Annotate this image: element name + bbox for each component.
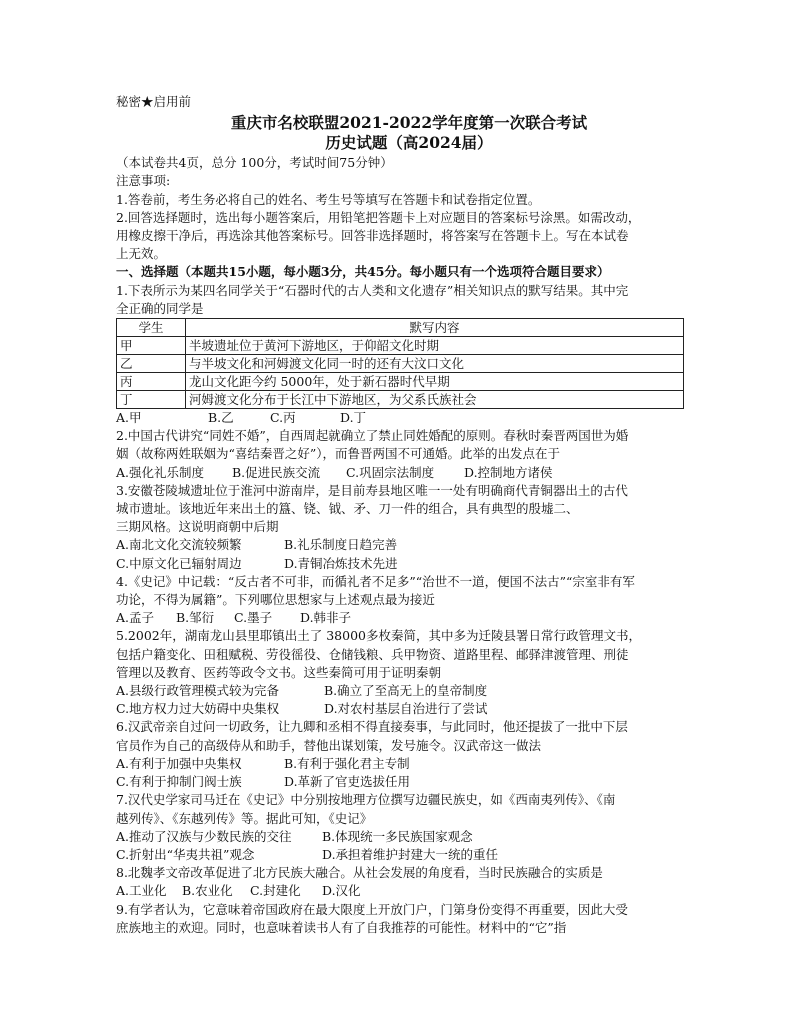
q1-table — [116, 318, 684, 409]
table-header-row — [117, 319, 684, 337]
q3-options — [116, 555, 702, 573]
q3-options — [116, 536, 702, 554]
option: A.孟子 — [116, 610, 155, 626]
option: C.地方权力过大妨碍中央集权 — [116, 701, 280, 717]
option: B.邹衍 — [176, 610, 215, 626]
q3-stem: 三期风格。这说明商朝中后期 — [116, 519, 279, 535]
q5-stem: 包括户籍变化、田租赋税、劳役徭役、仓储钱粮、兵甲物资、道路里程、邮驿津渡管理、刑徒 — [116, 646, 629, 662]
option: C.有利于抑制门阀士族 — [116, 774, 242, 790]
option: B.礼乐制度日趋完善 — [284, 537, 398, 553]
q7-options — [116, 846, 702, 864]
option: B.体现统一多民族国家观念 — [322, 828, 473, 844]
option: A.推动了汉族与少数民族的交往 — [116, 828, 292, 844]
q3-stem: 3.安徽苍陵城遗址位于淮河中游南岸，是目前寿县地区唯一一处有明确商代青铜器出土的古代 — [116, 482, 628, 498]
q1-stem: 全正确的同学是 — [116, 300, 204, 316]
note-line: 上无效。 — [116, 246, 167, 262]
secret-label: 秘密★启用前 — [116, 94, 192, 109]
option: A.县级行政管理模式较为完备 — [116, 683, 280, 699]
table-cell: 乙 — [117, 355, 186, 373]
table-row — [117, 337, 684, 355]
table-header: 学生 — [117, 319, 186, 337]
option: C.巩固宗法制度 — [346, 464, 435, 480]
q6-stem: 6.汉武帝亲自过问一切政务，让九卿和丞相不得直接奏事，与此同时，他还提拔了一批中下层 — [116, 719, 628, 735]
table-cell: 丙 — [117, 373, 186, 391]
q8-options — [116, 882, 702, 900]
table-cell: 丁 — [117, 391, 186, 409]
q5-stem: 管理以及教育、医药等政令文书。这些秦简可用于证明秦朝 — [116, 664, 442, 680]
option: C.中原文化已辐射周边 — [116, 555, 242, 571]
q7-stem: 越列传》、《东越列传》等。据此可知，《史记》 — [116, 810, 373, 826]
option: D.对农村基层自治进行了尝试 — [324, 701, 488, 717]
option: D.承担着维护封建大一统的重任 — [322, 846, 499, 862]
q2-stem: 2.中国古代讲究“同姓不婚”，自西周起就确立了禁止同姓婚配的原则。春秋时秦晋两国世为婚 — [116, 428, 629, 444]
option: A.有利于加强中央集权 — [116, 755, 242, 771]
q6-options — [116, 773, 702, 791]
q4-stem: 功论，不得为属籍”。下列哪位思想家与上述观点最为接近 — [116, 592, 435, 608]
option: B.确立了至高无上的皇帝制度 — [324, 683, 488, 699]
q2-options — [116, 464, 702, 482]
q1-options — [116, 409, 702, 427]
option: A.工业化 — [116, 883, 167, 899]
option: A.甲 — [116, 410, 142, 426]
q6-options — [116, 755, 702, 773]
option: B.促进民族交流 — [232, 464, 321, 480]
q9-stem: 9.有学者认为，它意味着帝国政府在最大限度上开放门户，门第身份变得不再重要，因此大受 — [116, 901, 628, 917]
q4-options — [116, 609, 702, 627]
table-header: 默写内容 — [186, 319, 684, 337]
option: A.强化礼乐制度 — [116, 464, 205, 480]
q6-stem: 官员作为自己的高级侍从和助手，替他出谋划策，发号施令。汉武帝这一做法 — [116, 737, 542, 753]
notes-heading: 注意事项: — [116, 173, 171, 189]
table-cell: 与半坡文化和河姆渡文化同一时的还有大汶口文化 — [186, 355, 684, 373]
q5-options — [116, 700, 702, 718]
option: C.封建化 — [250, 883, 301, 899]
q5-options — [116, 682, 702, 700]
option: D.韩非子 — [300, 610, 352, 626]
table-row — [117, 373, 684, 391]
exam-subtitle: 历史试题（高2024届） — [325, 133, 493, 153]
option: C.丙 — [270, 410, 296, 426]
note-line: 用橡皮擦干净后，再选涂其他答案标号。回答非选择题时，将答案写在答题卡上。写在本试卷 — [116, 228, 629, 244]
q9-stem: 庶族地主的欢迎。同时，也意味着读书人有了自我推荐的可能性。材料中的“它”指 — [116, 919, 567, 935]
option: B.乙 — [208, 410, 234, 426]
table-cell: 龙山文化距今约 5000年，处于新石器时代早期 — [186, 373, 684, 391]
table-cell: 河姆渡文化分布于长江中下游地区，为父系氏族社会 — [186, 391, 684, 409]
q8-stem: 8.北魏孝文帝改革促进了北方民族大融合。从社会发展的角度看，当时民族融合的实质是 — [116, 865, 603, 881]
note-line: 1.答卷前，考生务必将自己的姓名、考生号等填写在答题卡和试卷指定位置。 — [116, 191, 541, 207]
q2-stem: 姻（故称两姓联姻为“喜结秦晋之好”），而鲁晋两国不可通婚。此举的出发点在于 — [116, 446, 561, 462]
q7-options — [116, 828, 702, 846]
table-cell: 甲 — [117, 337, 186, 355]
option: D.青铜冶炼技术先进 — [284, 555, 398, 571]
section-heading: 一、选择题（本题共15小题，每小题3分，共45分。每小题只有一个选项符合题目要求） — [116, 264, 610, 280]
note-line: 2.回答选择题时，选出每小题答案后，用铅笔把答题卡上对应题目的答案标号涂黑。如需改动， — [116, 209, 641, 225]
option: B.有利于强化君主专制 — [284, 755, 410, 771]
q4-stem: 4.《史记》中记载：“反古者不可非，而循礼者不足多”“治世不一道，便国不法古”“宗室非有军 — [116, 573, 635, 589]
q5-stem: 5.2002年，湖南龙山县里耶镇出土了 38000多枚秦简，其中多为迁陵县署日常行政管理文书， — [116, 628, 641, 644]
option: A.南北文化交流较频繁 — [116, 537, 242, 553]
exam-title: 重庆市名校联盟2021-2022学年度第一次联合考试 — [230, 113, 588, 133]
q7-stem: 7.汉代史学家司马迁在《史记》中分别按地理方位撰写边疆民族史，如《西南夷列传》、《南 — [116, 792, 616, 808]
q3-stem: 城市遗址。该地近年来出土的簋、铙、钺、矛、刀一件的组合，具有典型的殷墟二、 — [116, 501, 579, 517]
exam-info: （本试卷共4页，总分 100分，考试时间75分钟） — [116, 155, 393, 171]
table-row — [117, 391, 684, 409]
option: D.控制地方诸侯 — [464, 464, 553, 480]
option: B.农业化 — [182, 883, 233, 899]
option: D.革新了官吏选拔任用 — [284, 774, 411, 790]
table-row — [117, 355, 684, 373]
table-cell: 半坡遗址位于黄河下游地区，于仰韶文化时期 — [186, 337, 684, 355]
option: C.墨子 — [234, 610, 273, 626]
option: D.丁 — [340, 410, 367, 426]
q1-stem: 1.下表所示为某四名同学关于“石器时代的古人类和文化遗存”相关知识点的默写结果。其中完 — [116, 282, 629, 298]
option: C.折射出“华夷共祖”观念 — [116, 846, 255, 862]
option: D.汉化 — [322, 883, 361, 899]
